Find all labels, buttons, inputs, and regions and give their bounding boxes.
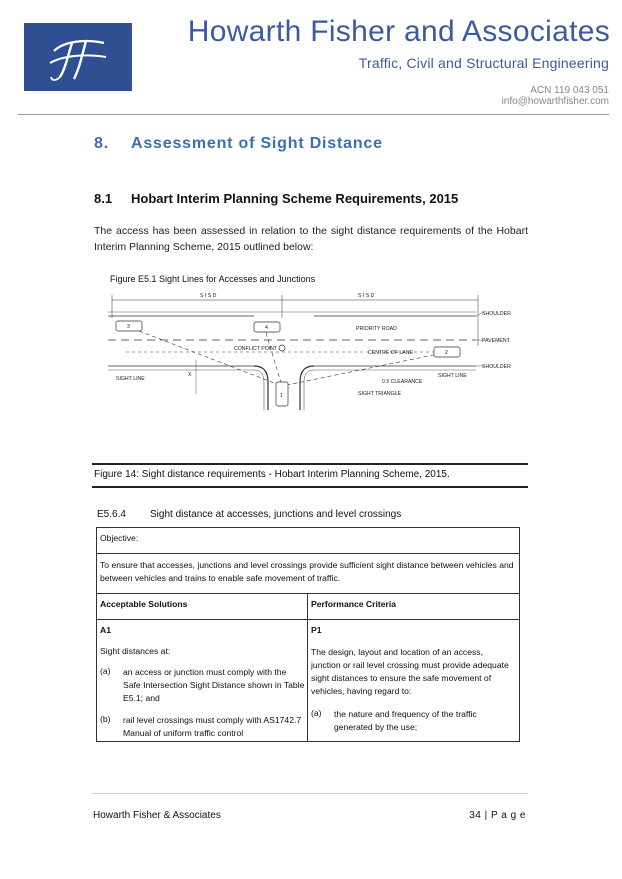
sight-triangle-label: SIGHT TRIANGLE (358, 391, 402, 397)
caption-top-rule (92, 463, 528, 465)
company-logo (24, 23, 132, 91)
a1-intro: Sight distances at: (100, 646, 171, 656)
section-title: Assessment of Sight Distance (131, 135, 383, 152)
x-dimension-label: X (188, 372, 192, 378)
p1-item-a-marker: (a) (311, 708, 322, 718)
a1-item-b-marker: (b) (100, 714, 111, 724)
p1-item-a-text: the nature and frequency of the traffic generated by the use; (334, 709, 477, 732)
subsection-number: 8.1 (94, 191, 113, 206)
figure-caption: Figure 14: Sight distance requirements - Hobart Interim Planning Scheme, 2015. (94, 469, 450, 480)
car-3-label: 3 (127, 324, 130, 330)
header-divider (18, 114, 609, 115)
section-heading (94, 135, 383, 153)
sight-line-left-label: SIGHT LINE (116, 376, 145, 382)
intro-paragraph: The access has been assessed in relation to the sight distance requirements of the Hobart Interim Planning Scheme, 2015 outlined below: (94, 225, 528, 253)
objective-text: To ensure that accesses, junctions and level crossings provide sufficient sight distance between vehicles and between vehicles and trains to enable safe movement of traffic. (97, 554, 519, 594)
sight-line-right-label: SIGHT LINE (438, 373, 467, 379)
conflict-point-label: CONFLICT POINT (234, 346, 278, 352)
company-name: Howarth Fisher and Associates (187, 15, 610, 48)
header-performance-criteria: Performance Criteria (308, 594, 519, 620)
performance-criteria-cell (308, 620, 519, 741)
priority-road-label: PRIORITY ROAD (356, 326, 397, 332)
a1-item-a-marker: (a) (100, 666, 111, 676)
company-tagline: Traffic, Civil and Structural Engineering (358, 55, 609, 71)
acceptable-solution-cell (97, 620, 308, 741)
subsection-heading (94, 191, 458, 206)
header-acceptable-solutions: Acceptable Solutions (97, 594, 308, 620)
clause-number: E5.6.4 (97, 509, 126, 520)
footer-company: Howarth Fisher & Associates (93, 810, 221, 821)
acn-number: ACN 119 043 051 (530, 85, 609, 96)
a1-item-b-text: rail level crossings must comply with AS1742.7 Manual of uniform traffic control (123, 715, 302, 738)
objective-label: Objective: (100, 533, 139, 543)
a1-item-a-text: an access or junction must comply with the Safe Intersection Sight Distance shown in Table E5.1; and (123, 667, 305, 703)
clause-title: Sight distance at accesses, junctions and level crossings (150, 509, 402, 520)
shoulder-top-label: SHOULDER (482, 311, 511, 317)
shoulder-bottom-label: SHOULDER (482, 364, 511, 370)
sisd-right-label: S I S D (358, 293, 375, 299)
contact-email[interactable]: info@howarthfisher.com (501, 96, 609, 107)
pavement-label: PAVEMENT (482, 338, 510, 344)
hf-monogram-icon (24, 23, 132, 91)
section-number: 8. (94, 135, 109, 152)
p1-label: P1 (311, 625, 322, 635)
car-2-label: 2 (445, 350, 448, 356)
sight-line-diagram (104, 286, 528, 410)
caption-bottom-rule (92, 486, 528, 488)
clearance-label: 0.5 CLEARANCE (382, 379, 423, 385)
subsection-title: Hobart Interim Planning Scheme Requirements, 2015 (131, 191, 459, 206)
sisd-left-label: S I S D (200, 293, 217, 299)
centre-of-lane-label: CENTRE OF LANE (368, 350, 413, 356)
figure-title: Figure E5.1 Sight Lines for Accesses and Junctions (110, 274, 316, 284)
p1-intro: The design, layout and location of an access, junction or rail level crossing must provide adequate sight distances to ensure the safe movement of vehicles, having regard to: (311, 647, 509, 696)
a1-label: A1 (100, 625, 111, 635)
requirements-table (96, 527, 520, 742)
objective-row (97, 528, 519, 554)
page-number: 34 | P a g e (469, 810, 526, 821)
car-4-label: 4 (265, 325, 268, 331)
car-1-label: 1 (280, 393, 283, 399)
footer-divider (92, 793, 528, 794)
